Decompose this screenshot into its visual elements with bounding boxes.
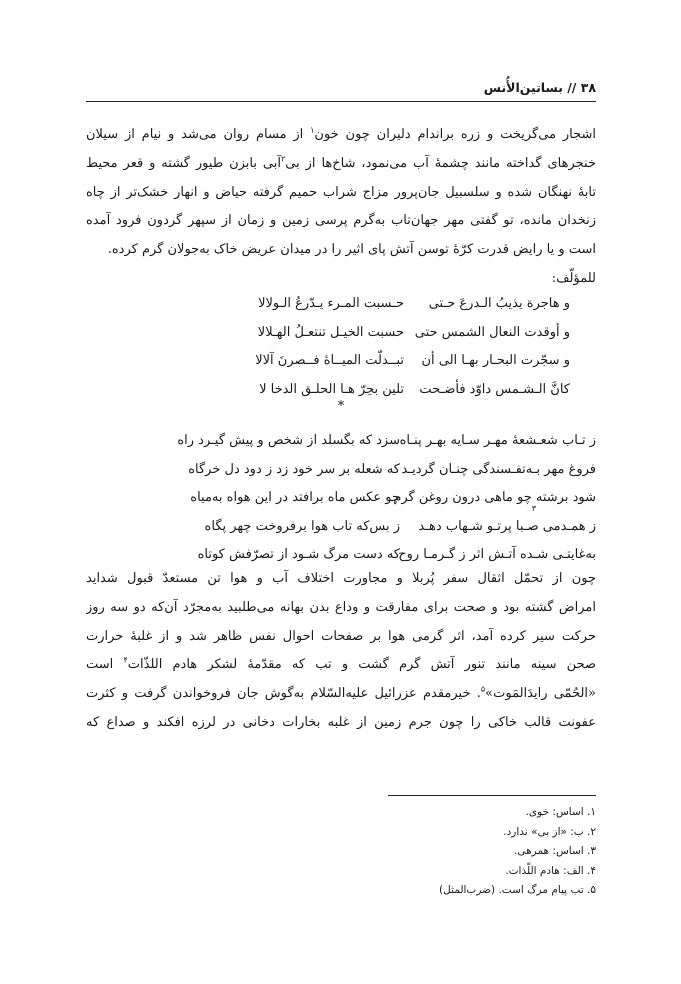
footnotes <box>86 803 596 901</box>
footnote: ۴. الف: هادم اللّذات. <box>505 864 596 877</box>
verse-first-hemistich: ز همـدمی صـبا پرتـو شـهاب دهـد <box>418 518 596 534</box>
verse-second-hemistich: که شعله بر سر خود زد ز دود دل خرگاه <box>188 461 400 477</box>
verse-row <box>86 290 596 319</box>
verse-second-hemistich: تبــدلّت المیــاهٔ فــصرنَ آلالا <box>255 353 404 369</box>
section-separator: * <box>337 399 345 414</box>
verse-first-hemistich: و سجّرت البحـار بهـا الی أن <box>421 353 570 369</box>
verse-first-hemistich: به‌غایتـی شـده آتـش اثر ز گـرمـا روح <box>398 547 596 563</box>
verse-row <box>86 347 596 376</box>
verse-second-hemistich: تلین بحِرّ هـا الحلـق الدخا لا <box>259 381 404 397</box>
text-line: عفونت قالب خاکی را چون جرم زمین از غلبه بخارات دخانی در لرزه افکند و صداع که <box>86 714 596 730</box>
verse-second-hemistich: ز بس‌که تاب هوا برفروخت چهر پگاه <box>204 518 400 534</box>
verse-first-hemistich: کانَّ الـشـمس داوّد فأضـحت <box>419 381 570 397</box>
verse-first-hemistich: ز تـاب شعـشعهٔ مهـر سـایه بهـر پنـاه <box>399 433 596 448</box>
verse-first-hemistich: شود برشته چو ماهی درون روغن گرم <box>393 490 596 506</box>
verse-first-hemistich: و هاجرة یذیبُ الـدرعَ حـتی <box>428 296 570 311</box>
footnote: ۳. اساس: همرهی. <box>514 845 596 858</box>
verse-second-hemistich: چو عکس ماه برافتد در این هواه به‌میاه <box>190 490 400 506</box>
text-line: «الحُمّی رایدَالمَوت»$^۵$. خیرمقدم عزرائیل علیه‌السّلام به‌گوش جان فروخواندن گرفت و کثرت <box>86 684 596 702</box>
text-line: زنخدان مانده، تو گفتی مهر جهان‌تاب به‌گرم پرسی زمین و زمان از سپهر گردون فرود آمده <box>86 213 596 229</box>
text-line: چون از تحمّل اثقال سفر پُربلا و مجاورت اختلاف آب و هوا تن مستعدّ قبول شداید <box>86 571 596 586</box>
text-line: حرکت سیر کرده آمد، اثر گرمی هوا بر صفحات احوال نفس ظاهر شد و از غلبهٔ حرارت <box>86 628 596 644</box>
verse-row <box>86 484 596 513</box>
arabic-poem <box>86 290 596 404</box>
book-page <box>86 0 596 984</box>
verse-second-hemistich: سزد که بگسلد از شخص و پیش گیـرد راه <box>177 433 400 448</box>
text-line: خنجرهای گداخته مانند چشمهٔ آب می‌نمود، شاخ‌ها از بی$^۲$آبی بابزن طیور گشته و قعر محیط <box>86 154 596 171</box>
verse-first-hemistich: فروغ مهر بـه‌تفـسندگی چنـان گردیـد <box>401 461 596 477</box>
footnote-mark: ۴ <box>123 656 128 666</box>
text-line: اشجار می‌گریخت و زره براندام دلیران چون خون$^۱$ از مسام روان می‌شد و نیام از سیلان <box>86 125 596 142</box>
footnote-mark: ۵ <box>480 684 486 694</box>
text-line: امراض گشته بود و صحت برای مفارقت و وداع بدن بهانه می‌طلبید به‌مجرّد آن‌که دو سه روز <box>86 599 596 615</box>
verse-row <box>86 513 596 542</box>
verse-second-hemistich: حسبت الخیـل تنتعـلُ الهـلالا <box>257 324 404 340</box>
paragraph-2 <box>86 565 596 738</box>
footnote-divider <box>388 795 596 796</box>
attribution-line: للمؤلّف: <box>551 270 596 286</box>
persian-poem: ز تـاب شعـشعهٔ مهـر سـایه بهـر پنـاه سزد که بگسلد از شخص و پیش گیـرد راه فروغ مهر بـه‌تفـسندگی چنـان گردیـد که شعله بر سر خود زد ز دود دل خرگاه شود برشته چو ماهی درون روغن گرم چو عکس ماه برافتد در این هواه به‌میاه ز همـدمی صـبا پرتـو شـهاب دهـد ز بس‌که تاب هوا برفروخت چهر پگاه به‌غایتـی شـده آتـش اثر ز گـرمـا روح که دست مرگ شـود از تصرّفش کوتاه ۳ <box>86 427 596 570</box>
verse-second-hemistich: که دست مرگ شـود از تصرّفش کوتاه <box>197 547 400 563</box>
text-line: تابهٔ نهنگان شده و سلسبیل جان‌پرور مزاج شراب حمیم گرفته حیاض و انهار خشک‌تر از چاه <box>86 184 596 200</box>
text-line: صحن سینه مانند تنور آتش گرم گشت و تب که مقدّمهٔ لشکر هادم اللذّات$^۴$ است <box>86 656 596 673</box>
footnote-mark: ۱ <box>310 125 315 135</box>
footnote: ۵. تب پیام مرگ است. (ضرب‌المثل) <box>439 884 596 897</box>
footnote: ۱. اساس: خوی. <box>525 806 596 818</box>
verse-row <box>86 456 596 485</box>
running-head-text: ۳۸ // بساتین‌الأُنس <box>483 80 596 95</box>
verse-first-hemistich: و أوقدت النعال الشمس حتی <box>414 324 570 340</box>
arabic-proverb: «الحُمّی رایدَالمَوت» <box>485 686 596 702</box>
running-head <box>86 79 596 102</box>
footnote-mark: ۲ <box>280 154 286 164</box>
footnote: ۲. ب: «از بی» ندارد. <box>503 825 596 838</box>
paragraph-1 <box>86 121 596 294</box>
text-line: است و یا رایض قدرت کرّهٔ توسن آتش پای اثیر را در میدان عریض خاک به‌جولان گرم کرده. <box>107 242 596 258</box>
verse-row <box>86 427 596 456</box>
verse-second-hemistich: حـسبت المـرء یـدّرعُ الـولالا <box>258 296 404 311</box>
verse-row <box>86 319 596 348</box>
